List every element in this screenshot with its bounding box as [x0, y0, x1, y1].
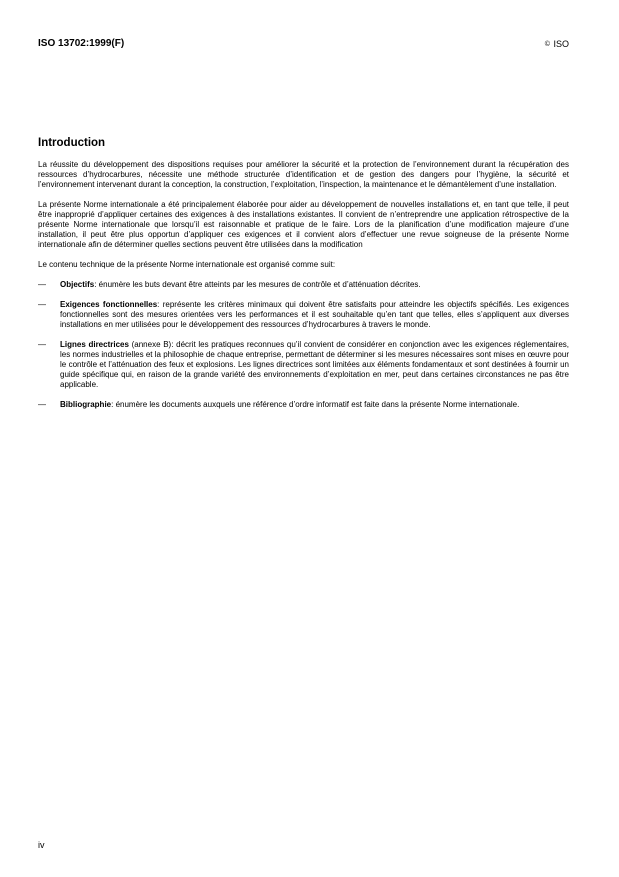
list-item-description: : représente les critères minimaux qui doivent être satisfaits pour atteindre les objectifs spécifiés. Les exigences fonctionnelles sont des mesures orientées vers les performances et il est souhaitable qu’en tant que telles, elles s’appliquent aux diverses installations en mer utilisées pour le développement des ressources d’hydrocarbures à travers le monde. — [60, 300, 570, 329]
section-title: Introduction — [38, 137, 106, 149]
content-list — [38, 280, 569, 410]
list-item-description: : énumère les documents auxquels une référence d’ordre informatif est faite dans la présente Norme internationale. — [111, 400, 520, 409]
list-item — [38, 340, 569, 390]
list-item-term: Exigences fonctionnelles — [60, 300, 158, 309]
list-item-text — [60, 300, 569, 330]
list-dash: — — [38, 400, 46, 409]
list-dash: — — [38, 280, 46, 289]
intro-paragraph-3: Le contenu technique de la présente Norme internationale est organisé comme suit: — [38, 260, 336, 269]
list-item — [38, 300, 569, 330]
list-item-description: : décrit les pratiques reconnues qu’il convient de considérer en conjonction avec les exigences réglementaires, les normes industrielles et la philosophie de chaque entreprise, permettant de déterminer si les mesures nécessaires sont mises en œuvre pour le contrôle et l’atténuation des feux et explosions. Les lignes directrices sont limitées aux éléments fondamentaux et sont destinées à fournir un guide spécifique qui, en raison de la grande variété des environnements d’exploitation en mer, peut dans certaines circonstances ne pas être applicable. — [60, 340, 569, 389]
list-item — [38, 400, 569, 410]
main-content — [38, 136, 569, 420]
list-item-term: Lignes directrices — [60, 340, 129, 349]
list-dash: — — [38, 340, 46, 349]
list-item — [38, 280, 569, 290]
intro-paragraph-1: La réussite du développement des dispositions requises pour améliorer la sécurité et la protection de l’environnement durant la récupération des ressources d’hydrocarbures, nécessite une méthode structurée d’identification et de gestion des dangers pour l’hygiène, la sécurité et l’environnement intervenant durant la conception, la construction, l’exploitation, l’inspection, la maintenance et le démantèlement d’une installation. — [38, 160, 569, 189]
intro-paragraph-2: La présente Norme internationale a été principalement élaborée pour aider au développement de nouvelles installations et, en tant que telle, il peut être inapproprié d’appliquer certaines des exigences à des installations existantes. Il convient de n’entreprendre une application rétrospective de la présente Norme internationale que lorsqu’il est raisonnable et pratique de le faire. Lors de la planification d’une modification majeure d’une installation, il peut être plus opportun d’appliquer ces exigences et il convient alors d’effectuer une revue soigneuse de la présente Norme internationale afin de déterminer quelles sections peuvent être utilisées dans la modification — [38, 200, 569, 249]
list-item-term: Objectifs — [60, 280, 95, 289]
page-number: iv — [38, 840, 45, 850]
list-dash: — — [38, 300, 46, 309]
list-item-text — [60, 280, 569, 290]
list-item-text — [60, 400, 569, 410]
copyright-owner: ISO — [553, 39, 569, 49]
list-item-qualifier: (annexe B) — [128, 340, 172, 349]
copyright-symbol: © — [544, 41, 550, 48]
list-item-term: Bibliographie — [60, 400, 112, 409]
document-id: ISO 13702:1999(F) — [38, 38, 125, 49]
copyright-notice — [545, 38, 569, 51]
list-item-text — [60, 340, 569, 390]
list-item-description: : énumère les buts devant être atteints par les mesures de contrôle et d’atténuation décrites. — [94, 280, 421, 289]
